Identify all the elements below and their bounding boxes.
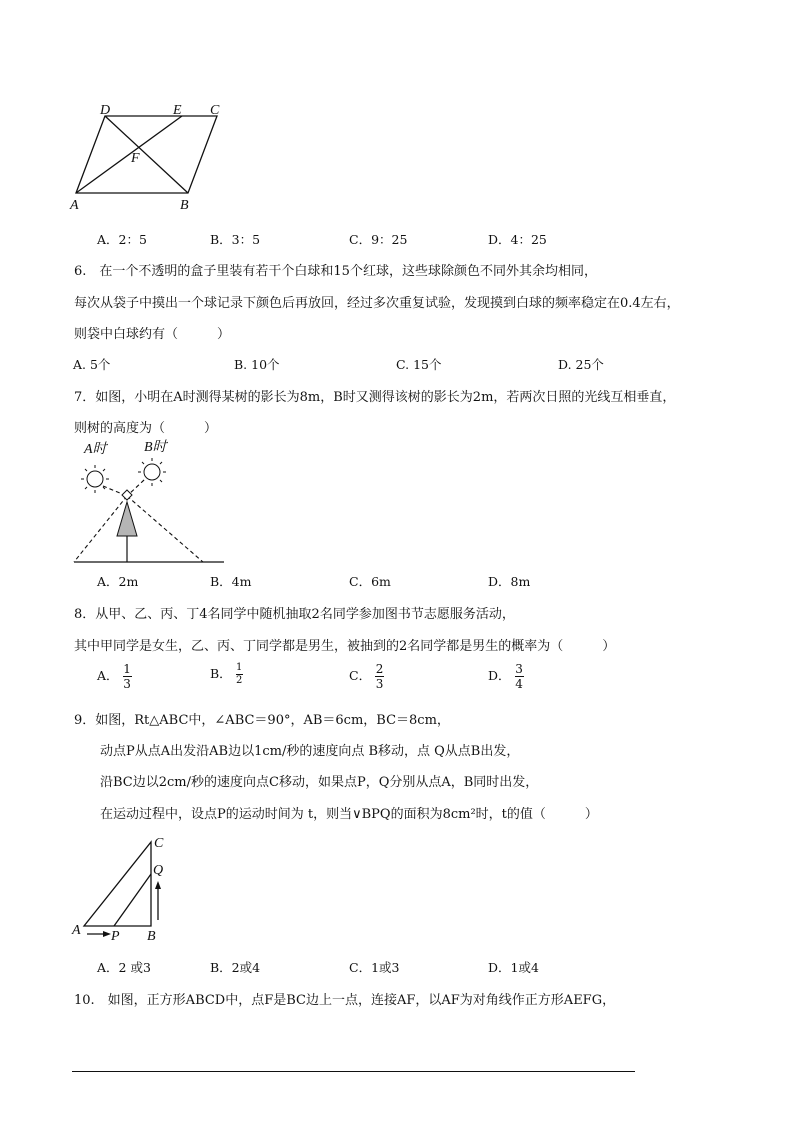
label-A: A — [72, 923, 81, 938]
label-P: P — [111, 929, 120, 944]
q9-line-1: 9．如图，Rt△ABC中，∠ABC＝90°，AB＝6cm，BC＝8cm， — [74, 713, 450, 728]
label-b-time: B时 — [144, 440, 167, 455]
q8-option-a — [97, 663, 132, 690]
option-letter: B． — [210, 666, 232, 681]
q5-option-a: A．2：5 — [97, 232, 147, 247]
q7-option-a: A．2m — [97, 574, 139, 589]
label-F: F — [131, 151, 140, 166]
q7-line-2: 则树的高度为（ ） — [74, 421, 218, 436]
q6-line-3: 则袋中白球约有（ ） — [74, 327, 231, 342]
numerator: 1 — [123, 662, 131, 676]
numerator: 3 — [515, 662, 523, 676]
q7-option-d: D．8m — [488, 574, 531, 589]
option-letter: A． — [97, 668, 119, 683]
fraction — [375, 663, 384, 690]
q6-option-c: C. 15个 — [396, 357, 442, 372]
q8-option-c — [349, 663, 384, 690]
denominator: 3 — [375, 677, 384, 691]
denominator: 4 — [515, 677, 523, 691]
tree-shadow-figure — [70, 436, 230, 568]
q8-option-d — [488, 663, 524, 690]
arrow-up-icon — [155, 881, 161, 889]
fraction — [515, 663, 524, 690]
q6-line-2: 每次从袋子中摸出一个球记录下颜色后再放回，经过多次重复试验，发现摸到白球的频率稳定在0.4左右， — [74, 296, 680, 311]
arrow-right-icon — [103, 931, 111, 937]
option-letter: D． — [488, 668, 511, 683]
sun-icon — [81, 465, 109, 493]
label-Q: Q — [153, 863, 164, 878]
denominator: 3 — [123, 677, 131, 691]
q9-option-d: D．1或4 — [488, 960, 539, 975]
q7-option-c: C．6m — [349, 574, 391, 589]
label-C: C — [154, 836, 164, 851]
q6-option-a: A. 5个 — [73, 357, 111, 372]
q8-line-1: 8．从甲、乙、丙、丁4名同学中随机抽取2名同学参加图书节志愿服务活动， — [74, 607, 515, 622]
fraction — [123, 663, 132, 690]
label-a-time: A时 — [84, 442, 107, 457]
q9-option-b: B．2或4 — [210, 960, 261, 975]
q10-line-1: 10. 如图，正方形ABCD中，点F是BC边上一点，连接AF，以AF为对角线作正方形AEFG， — [74, 993, 616, 1008]
option-letter: C． — [349, 668, 372, 683]
q9-option-c: C．1或3 — [349, 960, 400, 975]
q5-option-b: B．3：5 — [210, 232, 261, 247]
q5-option-d: D．4：25 — [488, 232, 547, 247]
q8-option-b — [210, 663, 243, 686]
q9-line-4: 在运动过程中，设点P的运动时间为 t，则当∨BPQ的面积为8cm²时，t的值（ ） — [100, 807, 598, 822]
numerator: 1 — [236, 662, 243, 673]
q9-option-a: A．2 或3 — [97, 960, 151, 975]
footer-rule — [72, 1071, 635, 1072]
numerator: 2 — [375, 662, 384, 676]
q7-line-1: 7．如图，小明在A时测得某树的影长为8m，B时又测得该树的影长为2m，若两次日照的光线互相垂直， — [74, 390, 676, 405]
label-E: E — [173, 103, 182, 118]
label-D: D — [100, 103, 111, 118]
parallelogram-figure — [60, 98, 240, 218]
q6-option-d: D. 25个 — [558, 357, 604, 372]
q7-option-b: B．4m — [210, 574, 252, 589]
right-triangle-figure — [70, 828, 180, 948]
label-B: B — [180, 198, 189, 213]
q9-line-3: 沿BC边以2cm/秒的速度向点C移动，如果点P，Q分别从点A，B同时出发， — [100, 775, 539, 790]
q6-line-1: 6. 在一个不透明的盒子里装有若干个白球和15个红球，这些球除颜色不同外其余均相同， — [74, 264, 597, 279]
q8-line-2: 其中甲同学是女生，乙、丙、丁同学都是男生，被抽到的2名同学都是男生的概率为（ ） — [74, 639, 616, 654]
label-B: B — [147, 929, 156, 944]
label-C: C — [210, 103, 220, 118]
q9-line-2: 动点P从点A出发沿AB边以1cm/秒的速度向点 B移动，点 Q从点B出发， — [100, 744, 520, 759]
tree-icon — [117, 502, 137, 536]
fraction — [236, 663, 243, 686]
q5-option-c: C．9：25 — [349, 232, 408, 247]
label-A: A — [70, 198, 79, 213]
denominator: 2 — [236, 675, 243, 686]
q6-option-b: B. 10个 — [234, 357, 280, 372]
